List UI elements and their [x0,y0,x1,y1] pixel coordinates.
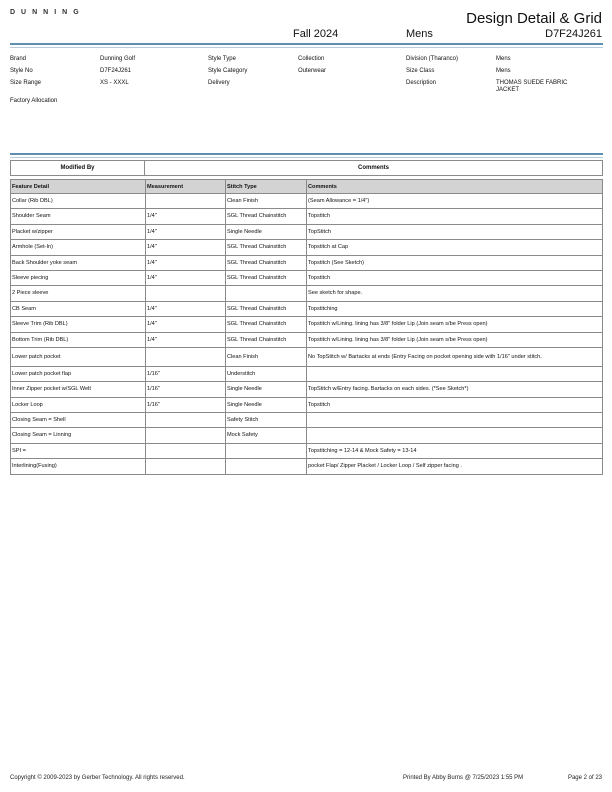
document-title: Design Detail & Grid [466,10,602,27]
feature-cell: CB Seam [11,301,146,316]
style-category-value: Outerwear [298,68,327,74]
stitch-cell: Single Needle [226,397,307,412]
comment-cell: See sketch for shape. [307,286,603,301]
feature-cell: Sleeve piecing [11,270,146,285]
stitch-cell: Clean Finish [226,194,307,209]
comment-cell: Topstitching [307,301,603,316]
feature-cell: SPI = [11,443,146,458]
table-row [11,428,603,443]
table-row [11,397,603,412]
size-range-value: XS - XXXL [100,80,129,86]
stitch-cell: SGL Thread Chainstitch [226,332,307,347]
measurement-cell: 1/4" [146,270,226,285]
description-value: THOMAS SUEDE FABRIC JACKET [496,80,568,93]
comment-cell: Topstitch w/Lining. lining has 3/8" folder Lip (Join seam s/be Press open) [307,317,603,332]
feature-cell: Collar (Rib DBL) [11,194,146,209]
comment-cell [307,428,603,443]
comment-cell: No TopStitch w/ Bartacks at ends (Entry Facing on pocket opening side with 1/16" under stitch. [307,347,603,366]
measurement-cell [146,413,226,428]
season: Fall 2024 [293,28,339,40]
brand-label: Brand [10,56,27,62]
comment-cell [307,413,603,428]
stitch-cell: SGL Thread Chainstitch [226,209,307,224]
stitch-cell: Understitch [226,366,307,381]
copyright-notice: Copyright © 2009-2023 by Gerber Technology. All rights reserved. [10,775,185,781]
comments-header: Comments [145,161,603,176]
stitch-cell: SGL Thread Chainstitch [226,240,307,255]
feature-cell: Bottom Trim (Rib DBL) [11,332,146,347]
description-label: Description [406,80,437,86]
table-row [11,301,603,316]
comment-cell [307,366,603,381]
feature-cell: Lower patch pocket flap [11,366,146,381]
feature-cell: Back Shoulder yoke seam [11,255,146,270]
stitch-cell: Clean Finish [226,347,307,366]
measurement-cell [146,286,226,301]
stitch-cell: SGL Thread Chainstitch [226,255,307,270]
feature-cell: 2 Piece sleeve [11,286,146,301]
stitch-cell: SGL Thread Chainstitch [226,270,307,285]
stitch-cell: Mock Safety [226,428,307,443]
comment-cell: pocket Flap/ Zipper Placket / Locker Loop / Self zipper facing . [307,459,603,474]
column-header-stitch-type: Stitch Type [226,180,307,194]
table-row [11,255,603,270]
feature-cell: Placket w/zipper [11,224,146,239]
stitch-cell: SGL Thread Chainstitch [226,317,307,332]
measurement-cell [146,194,226,209]
style-category-label: Style Category [208,68,248,74]
feature-cell: Armhole (Set-In) [11,240,146,255]
stitch-cell [226,459,307,474]
printed-by: Printed By Abby Burns @ 7/25/2023 1:55 PM [403,775,524,781]
comment-cell: Topstitch (See Sketch) [307,255,603,270]
stitch-cell: SGL Thread Chainstitch [226,301,307,316]
stitch-cell [226,286,307,301]
header-divider [10,43,603,45]
comment-cell: Topstitch at Cap [307,240,603,255]
measurement-cell [146,459,226,474]
table-row [11,382,603,397]
feature-cell: Lower patch pocket [11,347,146,366]
feature-cell: Inner Zipper pocket w/SGL Welt [11,382,146,397]
measurement-cell: 1/4" [146,301,226,316]
gender: Mens [406,28,433,40]
design-detail-grid [10,179,603,475]
stitch-cell: Single Needle [226,382,307,397]
measurement-cell: 1/4" [146,255,226,270]
style-type-value: Collection [298,56,325,62]
table-row [11,459,603,474]
division-value: Mens [496,56,511,62]
style-no-value: D7F24J261 [100,68,132,74]
measurement-cell [146,347,226,366]
table-row [11,443,603,458]
comment-cell: (Seam Allowance = 1/4") [307,194,603,209]
measurement-cell [146,428,226,443]
measurement-cell: 1/16" [146,366,226,381]
measurement-cell [146,443,226,458]
table-row [11,224,603,239]
comment-cell: Topstitching = 12-14 & Mock Safety = 13-14 [307,443,603,458]
comment-cell: Topstitch w/Lining. lining has 3/8" folder Lip (Join seam s/be Press open) [307,332,603,347]
delivery-label: Delivery [208,80,230,86]
table-row [11,194,603,209]
stitch-cell: Safety Stitch [226,413,307,428]
column-header-feature: Feature Detail [11,180,146,194]
section-divider-thin [10,157,603,158]
grid-header-row [11,180,603,194]
measurement-cell: 1/16" [146,382,226,397]
measurement-cell: 1/4" [146,317,226,332]
measurement-cell: 1/4" [146,209,226,224]
size-range-label: Size Range [10,80,42,86]
feature-cell: Locker Loop [11,397,146,412]
brand-value: Dunning Golf [100,56,136,62]
comment-cell: Topstitch [307,209,603,224]
feature-cell: Sleeve Trim (Rib DBL) [11,317,146,332]
feature-cell: Closing Seam = Shell [11,413,146,428]
measurement-cell: 1/4" [146,224,226,239]
table-row [11,332,603,347]
comment-cell: Topstitch [307,270,603,285]
table-row [11,270,603,285]
column-header-comments: Comments [307,180,603,194]
size-class-value: Mens [496,68,511,74]
measurement-cell: 1/16" [146,397,226,412]
style-type-label: Style Type [208,56,236,62]
feature-cell: Shoulder Seam [11,209,146,224]
header-divider-thin [10,47,603,48]
factory-allocation-label: Factory Allocation [10,98,58,104]
comment-cell: Topstitch [307,397,603,412]
table-row [11,240,603,255]
size-class-label: Size Class [406,68,435,74]
section-divider [10,153,603,155]
feature-cell: Interlining(Fusing) [11,459,146,474]
comment-cell: TopStitch w/Entry facing. Bartacks on each sides. (*See Sketch*) [307,382,603,397]
comment-cell: TopStitch [307,224,603,239]
table-row [11,347,603,366]
style-no-label: Style No [10,68,33,74]
table-row [11,413,603,428]
modification-table [10,160,603,176]
style-number: D7F24J261 [545,28,602,40]
table-row [11,366,603,381]
feature-cell: Closing Seam = Linning [11,428,146,443]
brand-logo: DUNNING [10,9,85,16]
stitch-cell: Single Needle [226,224,307,239]
table-row [11,286,603,301]
page-number: Page 2 of 23 [567,775,602,781]
measurement-cell: 1/4" [146,332,226,347]
modified-by-header: Modified By [11,161,145,176]
division-label: Division (Tharanco) [406,56,459,62]
table-row [11,209,603,224]
measurement-cell: 1/4" [146,240,226,255]
table-row [11,317,603,332]
stitch-cell [226,443,307,458]
column-header-measurement: Measurement [146,180,226,194]
